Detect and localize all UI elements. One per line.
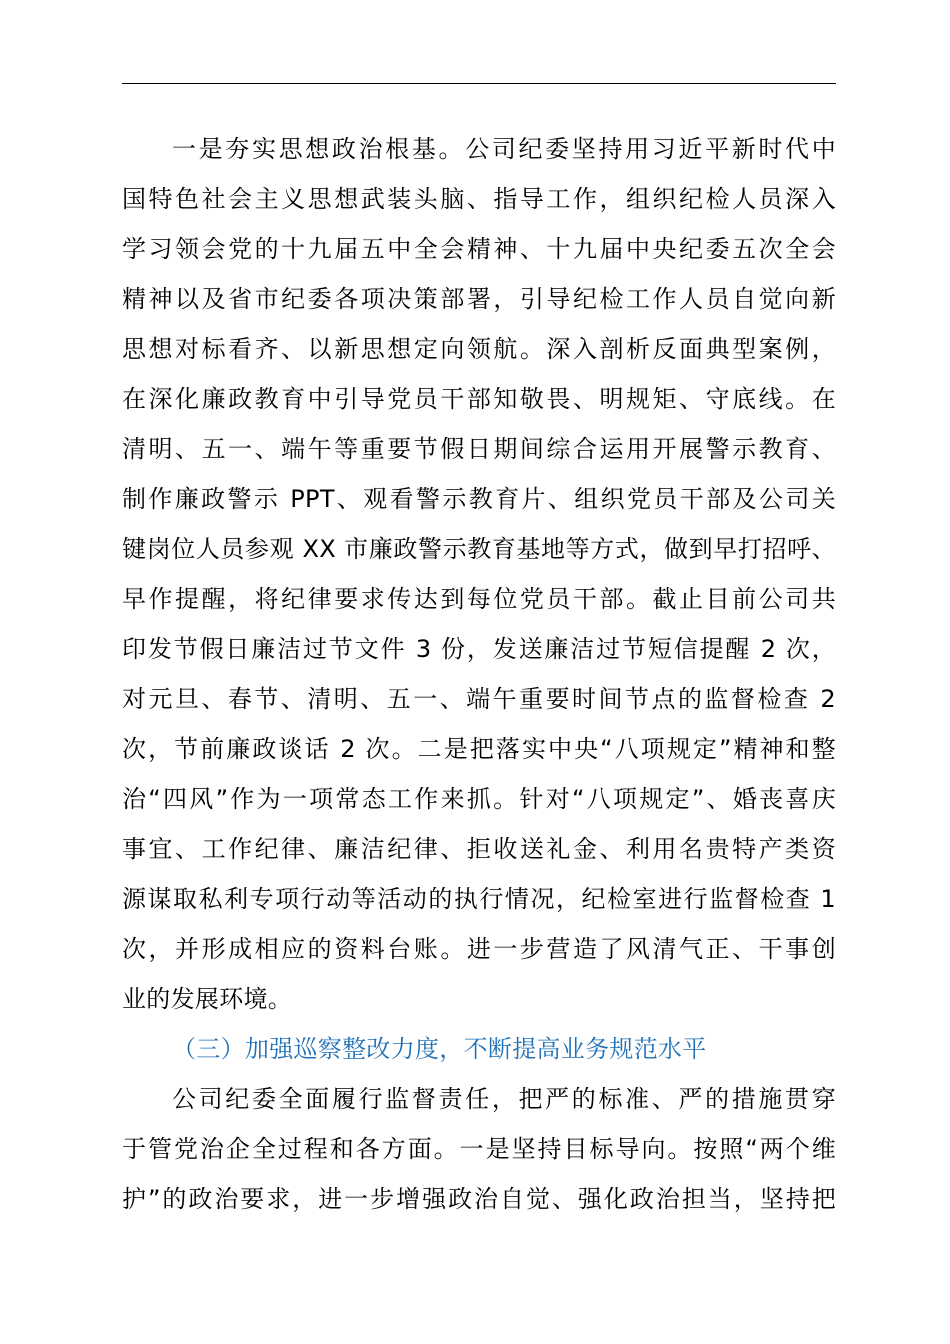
paragraph-1-line: 治“四风”作为一项常态工作来抓。针对“八项规定”、婚丧喜庆 [122, 785, 836, 813]
paragraph-1-line: 制作廉政警示 PPT、观看警示教育片、组织党员干部及公司关 [122, 485, 836, 513]
paragraph-1-line: 印发节假日廉洁过节文件 3 份，发送廉洁过节短信提醒 2 次， [122, 635, 836, 663]
paragraph-2-line: 公司纪委全面履行监督责任，把严的标准、严的措施贯穿 [172, 1085, 836, 1113]
paragraph-1-line: 业的发展环境。 [122, 985, 293, 1013]
paragraph-1-line: 次，并形成相应的资料台账。进一步营造了风清气正、干事创 [122, 935, 836, 963]
paragraph-1-line: 次，节前廉政谈话 2 次。二是把落实中央“八项规定”精神和整 [122, 735, 836, 763]
paragraph-1-line: 学习领会党的十九届五中全会精神、十九届中央纪委五次全会 [122, 235, 836, 263]
header-rule [122, 83, 836, 84]
paragraph-1-line: 一是夯实思想政治根基。公司纪委坚持用习近平新时代中 [172, 135, 836, 163]
paragraph-1-line: 键岗位人员参观 XX 市廉政警示教育基地等方式，做到早打招呼、 [122, 535, 836, 563]
paragraph-1-line: 事宜、工作纪律、廉洁纪律、拒收送礼金、利用名贵特产类资 [122, 835, 836, 863]
paragraph-1-line: 在深化廉政教育中引导党员干部知敬畏、明规矩、守底线。在 [122, 385, 836, 413]
paragraph-1-line: 对元旦、春节、清明、五一、端午重要时间节点的监督检查 2 [122, 685, 836, 713]
paragraph-1-line: 早作提醒，将纪律要求传达到每位党员干部。截止目前公司共 [122, 585, 836, 613]
paragraph-2-line: 护”的政治要求，进一步增强政治自觉、强化政治担当，坚持把 [122, 1185, 836, 1213]
paragraph-1-line: 源谋取私利专项行动等活动的执行情况，纪检室进行监督检查 1 [122, 885, 836, 913]
paragraph-1-line: 思想对标看齐、以新思想定向领航。深入剖析反面典型案例， [122, 335, 836, 363]
section-heading: （三）加强巡察整改力度，不断提高业务规范水平 [172, 1035, 707, 1063]
paragraph-1-line: 精神以及省市纪委各项决策部署，引导纪检工作人员自觉向新 [122, 285, 836, 313]
document-body [122, 124, 836, 1224]
paragraph-1-line: 国特色社会主义思想武装头脑、指导工作，组织纪检人员深入 [122, 185, 836, 213]
paragraph-2-line: 于管党治企全过程和各方面。一是坚持目标导向。按照“两个维 [122, 1135, 836, 1163]
paragraph-1-line: 清明、五一、端午等重要节假日期间综合运用开展警示教育、 [122, 435, 836, 463]
